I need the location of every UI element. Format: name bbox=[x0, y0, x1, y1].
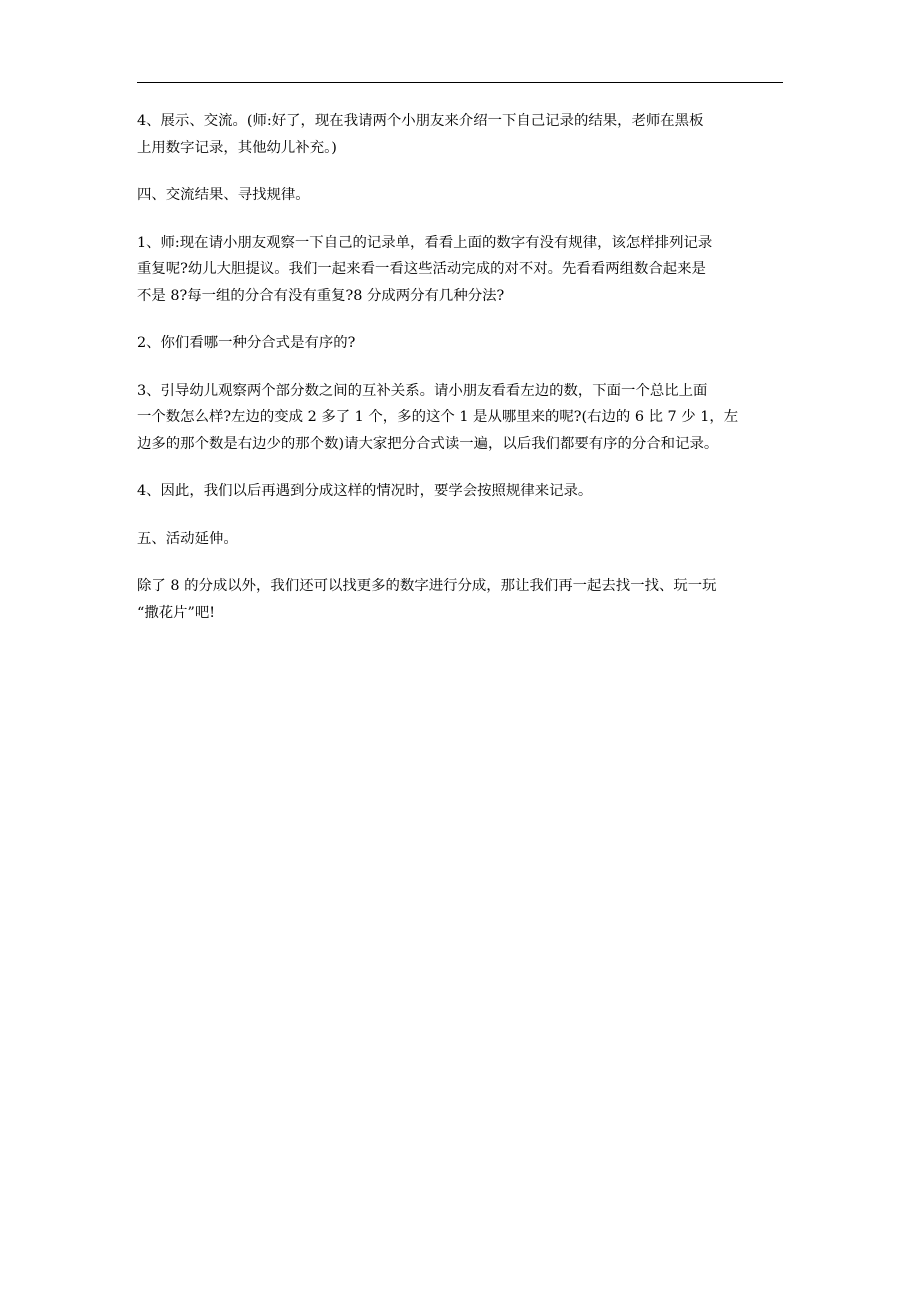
header-rule bbox=[137, 82, 783, 83]
text-line: 四、交流结果、寻找规律。 bbox=[137, 187, 310, 203]
text-line: 重复呢?幼儿大胆提议。我们一起来看一看这些活动完成的对不对。先看看两组数合起来是 bbox=[137, 261, 706, 277]
paragraph-ordered-formula bbox=[137, 330, 787, 357]
document-body bbox=[137, 108, 787, 647]
text-line: “撒花片”吧! bbox=[137, 604, 216, 621]
text-line: 上用数字记录，其他幼儿补充。) bbox=[137, 139, 337, 156]
text-line: 4、展示、交流。(师:好了，现在我请两个小朋友来介绍一下自己记录的结果，老师在黑板 bbox=[137, 113, 704, 129]
text-line: 除了 8 的分成以外，我们还可以找更多的数字进行分成，那让我们再一起去找一找、玩一玩 bbox=[137, 578, 717, 594]
section-heading-five bbox=[137, 526, 787, 553]
paragraph-observe-record bbox=[137, 230, 787, 310]
text-line: 边多的那个数是右边少的那个数)请大家把分合式读一遍，以后我们都要有序的分合和记录。 bbox=[137, 435, 719, 452]
paragraph-extension bbox=[137, 573, 787, 626]
paragraph-follow-rules bbox=[137, 478, 787, 505]
text-line: 不是 8?每一组的分合有没有重复?8 分成两分有几种分法? bbox=[137, 287, 505, 304]
paragraph-complementary-relation bbox=[137, 378, 787, 458]
text-line: 1、师:现在请小朋友观察一下自己的记录单，看看上面的数字有没有规律，该怎样排列记录 bbox=[137, 234, 713, 251]
text-line: 4、因此，我们以后再遇到分成这样的情况时，要学会按照规律来记录。 bbox=[137, 483, 593, 499]
text-line: 2、你们看哪一种分合式是有序的? bbox=[137, 335, 356, 351]
paragraph-step4-display bbox=[137, 108, 787, 161]
text-line: 五、活动延伸。 bbox=[137, 530, 238, 547]
text-line: 一个数怎么样?左边的变成 2 多了 1 个，多的这个 1 是从哪里来的呢?(右边的 6 比 7 少 1，左 bbox=[137, 409, 739, 425]
text-line: 3、引导幼儿观察两个部分数之间的互补关系。请小朋友看看左边的数，下面一个总比上面 bbox=[137, 382, 708, 399]
section-heading-four bbox=[137, 182, 787, 209]
